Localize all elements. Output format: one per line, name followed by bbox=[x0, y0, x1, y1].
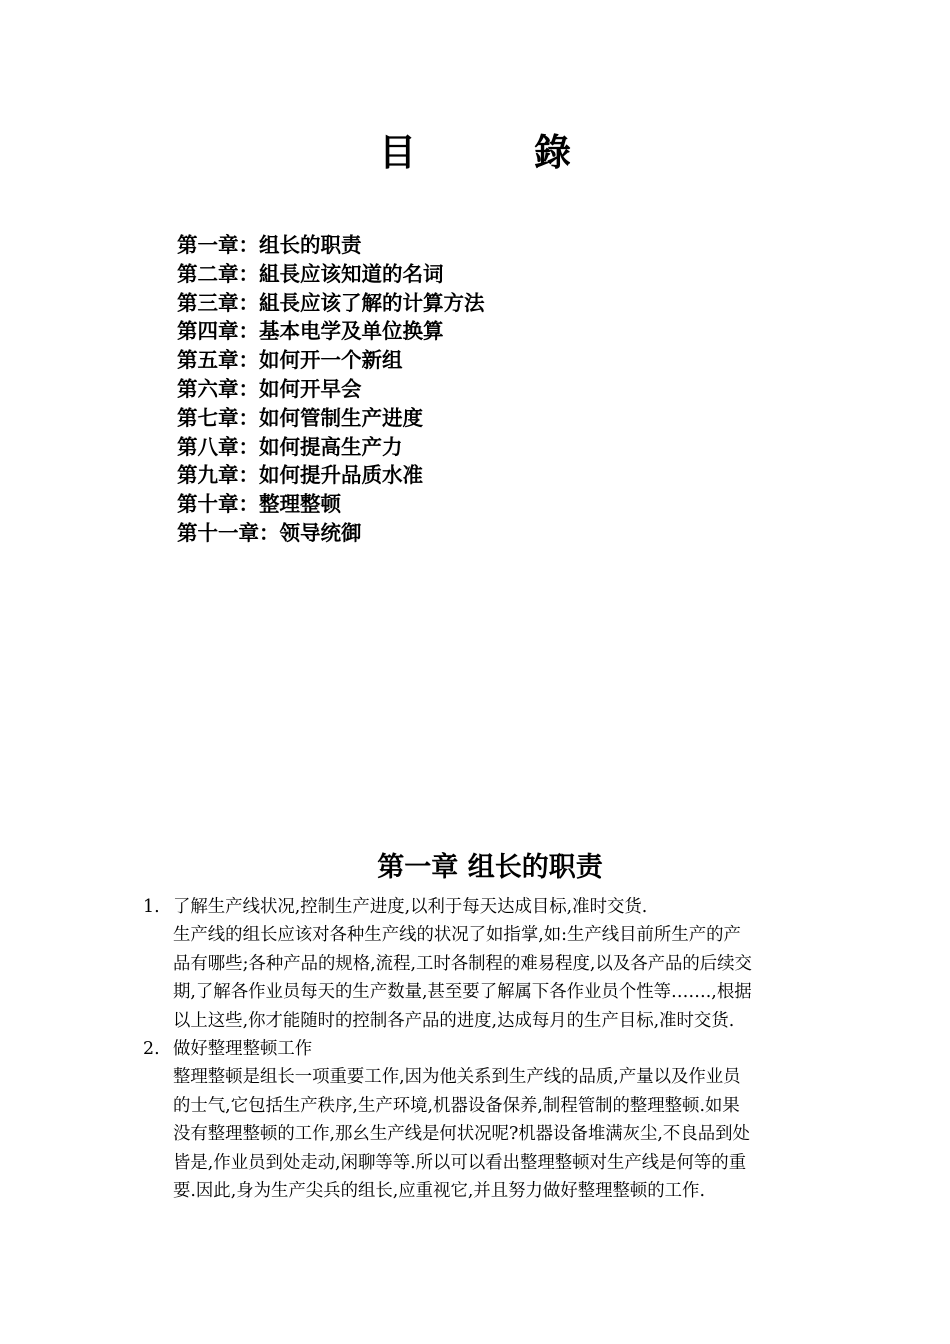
toc-entry: 第四章：基本电学及单位换算 bbox=[177, 319, 444, 344]
item-text-line: 的士气,它包括生产秩序,生产环境,机器设备保养,制程管制的整理整顿.如果 bbox=[173, 1095, 740, 1116]
toc-entry: 第八章：如何提高生产力 bbox=[177, 434, 403, 459]
toc-entry: 第五章：如何开一个新组 bbox=[177, 348, 403, 373]
item-text-line: 期,了解各作业员每天的生产数量,甚至要了解属下各作业员个性等…….,根据 bbox=[173, 982, 752, 1003]
toc-entry: 第十章：整理整顿 bbox=[177, 492, 341, 517]
item-number: 2. bbox=[143, 1039, 160, 1060]
toc-title bbox=[0, 122, 950, 176]
toc-entry: 第六章：如何开早会 bbox=[177, 376, 362, 401]
chapter-item bbox=[143, 1035, 808, 1205]
item-heading: 了解生产线状况,控制生产进度,以利于每天达成目标,准时交货. bbox=[173, 897, 648, 917]
item-text-line: 皆是,作业员到处走动,闲聊等等.所以可以看出整理整顿对生产线是何等的重 bbox=[173, 1152, 747, 1173]
toc-entry: 第七章：如何管制生产进度 bbox=[177, 405, 423, 430]
item-text-line: 以上这些,你才能随时的控制各产品的进度,达成每月的生产目标,准时交货. bbox=[173, 1010, 735, 1031]
toc-entry: 第二章：組長应该知道的名词 bbox=[177, 261, 444, 286]
item-text-line: 整理整顿是组长一项重要工作,因为他关系到生产线的品质,产量以及作业员 bbox=[173, 1067, 741, 1088]
item-text-line: 品有哪些;各种产品的规格,流程,工时各制程的难易程度,以及各产品的后续交 bbox=[173, 953, 752, 974]
item-text-line: 生产线的组长应该对各种生产线的状况了如指掌,如:生产线目前所生产的产 bbox=[173, 925, 741, 946]
toc-title-right: 錄 bbox=[534, 131, 571, 174]
chapter-item bbox=[143, 893, 808, 1035]
toc-entry: 第十一章：领导统御 bbox=[177, 520, 362, 545]
chapter-item-list bbox=[143, 893, 808, 1205]
item-text-line: 没有整理整顿的工作,那幺生产线是何状况呢?机器设备堆满灰尘,不良品到处 bbox=[173, 1124, 750, 1145]
toc-title-left: 目 bbox=[379, 131, 416, 174]
item-number: 1. bbox=[143, 897, 160, 917]
toc-list bbox=[177, 231, 485, 548]
item-heading: 做好整理整顿工作 bbox=[173, 1039, 313, 1060]
toc-entry: 第三章：組長应该了解的计算方法 bbox=[177, 290, 485, 315]
toc-entry: 第九章：如何提升品质水准 bbox=[177, 463, 423, 488]
toc-entry: 第一章：组长的职责 bbox=[177, 233, 362, 257]
item-text-line: 要.因此,身为生产尖兵的组长,应重视它,并且努力做好整理整顿的工作. bbox=[173, 1181, 705, 1202]
chapter-title: 第一章 组长的职责 bbox=[377, 852, 603, 883]
